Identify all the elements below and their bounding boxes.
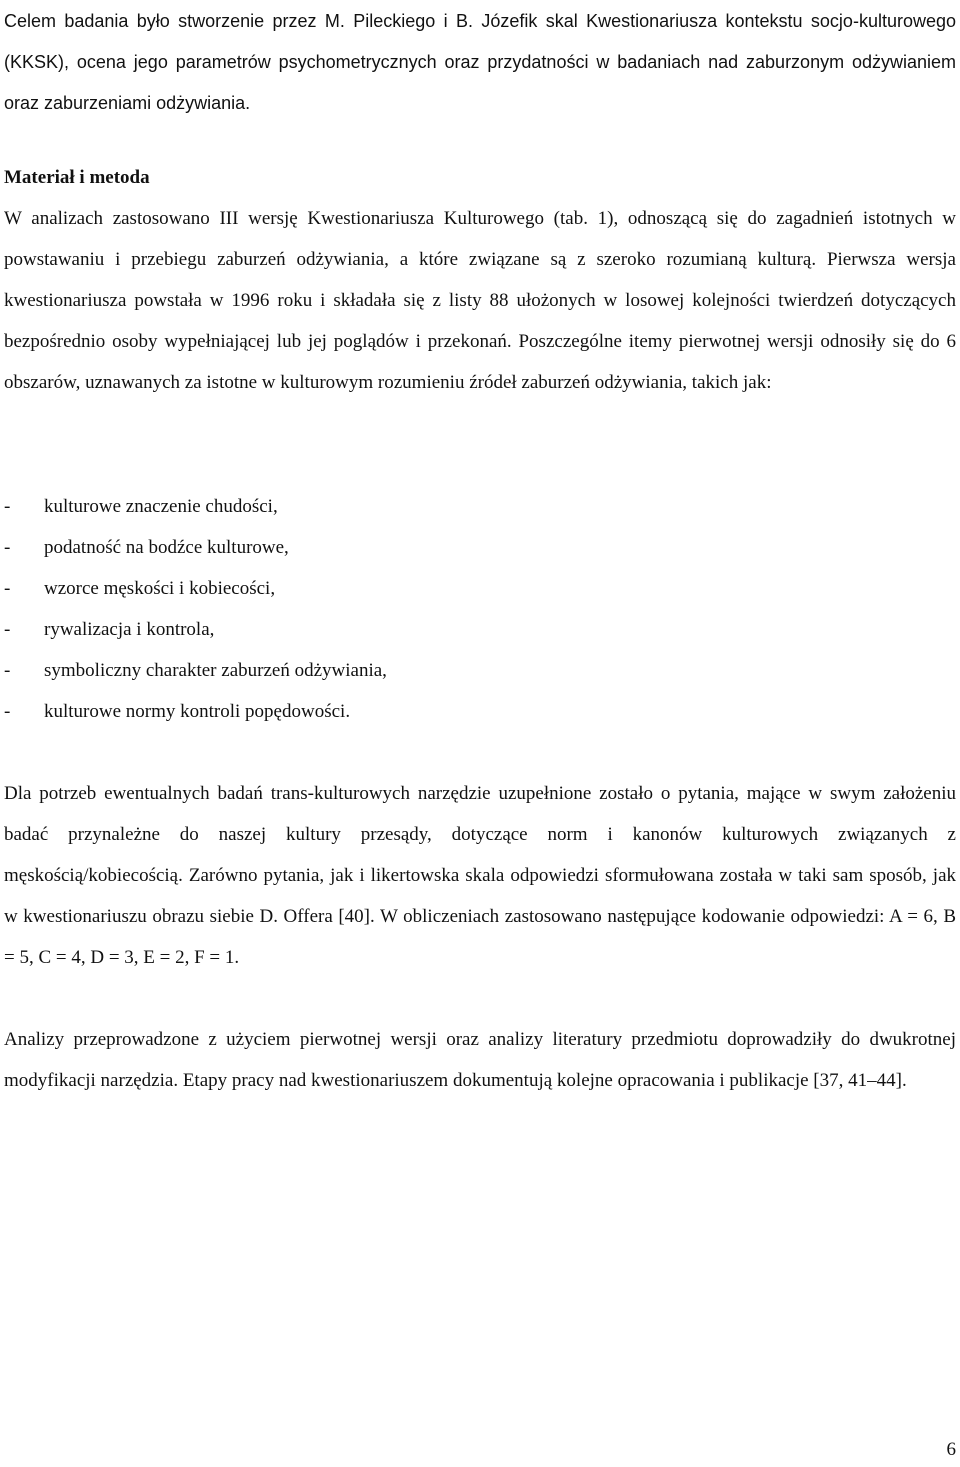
list-item [4,486,956,527]
area-list [4,486,956,732]
intro-paragraph: Celem badania było stworzenie przez M. Pileckiego i B. Józefik skal Kwestionariusza kontekstu socjo-kulturowego (KKSK), ocena jego parametrów psychometrycznych oraz przydatności w badaniach nad zaburzonym odżywianiem oraz zaburzeniami odżywiania. [4,11,956,113]
list-item [4,691,956,732]
list-dash: - [4,537,11,558]
list-dash: - [4,701,11,722]
section-heading: Materiał i metoda [4,167,150,188]
list-item [4,568,956,609]
list-dash: - [4,578,11,599]
list-item [4,609,956,650]
method-paragraph: W analizach zastosowano III wersję Kwestionariusza Kulturowego (tab. 1), odnoszącą się do zagadnień istotnych w powstawaniu i przebiegu zaburzeń odżywiania, a które związane są z szeroko rozumianą kulturą. Pierwsza wersja kwestionariusza powstała w 1996 roku i składała się z listy 88 ułożonych w losowej kolejności twierdzeń dotyczących bezpośrednio osoby wypełniającej lub jej poglądów i przekonań. Poszczególne itemy pierwotnej wersji odnosiły się do 6 obszarów, uznawanych za istotne w kulturowym rozumieniu źródeł zaburzeń odżywiania, takich jak: [4,208,956,393]
list-item-text: wzorce męskości i kobiecości, [44,578,276,599]
list-dash: - [4,496,11,517]
list-item [4,527,956,568]
list-dash: - [4,660,11,681]
list-item [4,650,956,691]
list-item-text: rywalizacja i kontrola, [44,619,215,640]
transcultural-paragraph: Dla potrzeb ewentualnych badań trans-kulturowych narzędzie uzupełnione zostało o pytania, mające w swym założeniu badać przynależne do naszej kultury przesądy, dotyczące norm i kanonów kulturowych związanych z męskością/kobiecością. Zarówno pytania, jak i likertowska skala odpowiedzi sformułowana została w taki sam sposób, jak w kwestionariuszu obrazu siebie D. Offera [40]. W obliczeniach zastosowano następujące kodowanie odpowiedzi: A = 6, B = 5, C = 4, D = 3, E = 2, F = 1. [4,783,956,968]
list-item-text: podatność na bodźce kulturowe, [44,537,289,558]
list-dash: - [4,619,11,640]
page-number: 6 [946,1439,956,1460]
list-item-text: symboliczny charakter zaburzeń odżywiania, [44,660,387,681]
list-item-text: kulturowe normy kontroli popędowości. [44,701,351,722]
analysis-paragraph: Analizy przeprowadzone z użyciem pierwotnej wersji oraz analizy literatury przedmiotu doprowadziły do dwukrotnej modyfikacji narzędzia. Etapy pracy nad kwestionariuszem dokumentują kolejne opracowania i publikacje [37, 41–44]. [4,1029,956,1091]
list-item-text: kulturowe znaczenie chudości, [44,496,278,517]
